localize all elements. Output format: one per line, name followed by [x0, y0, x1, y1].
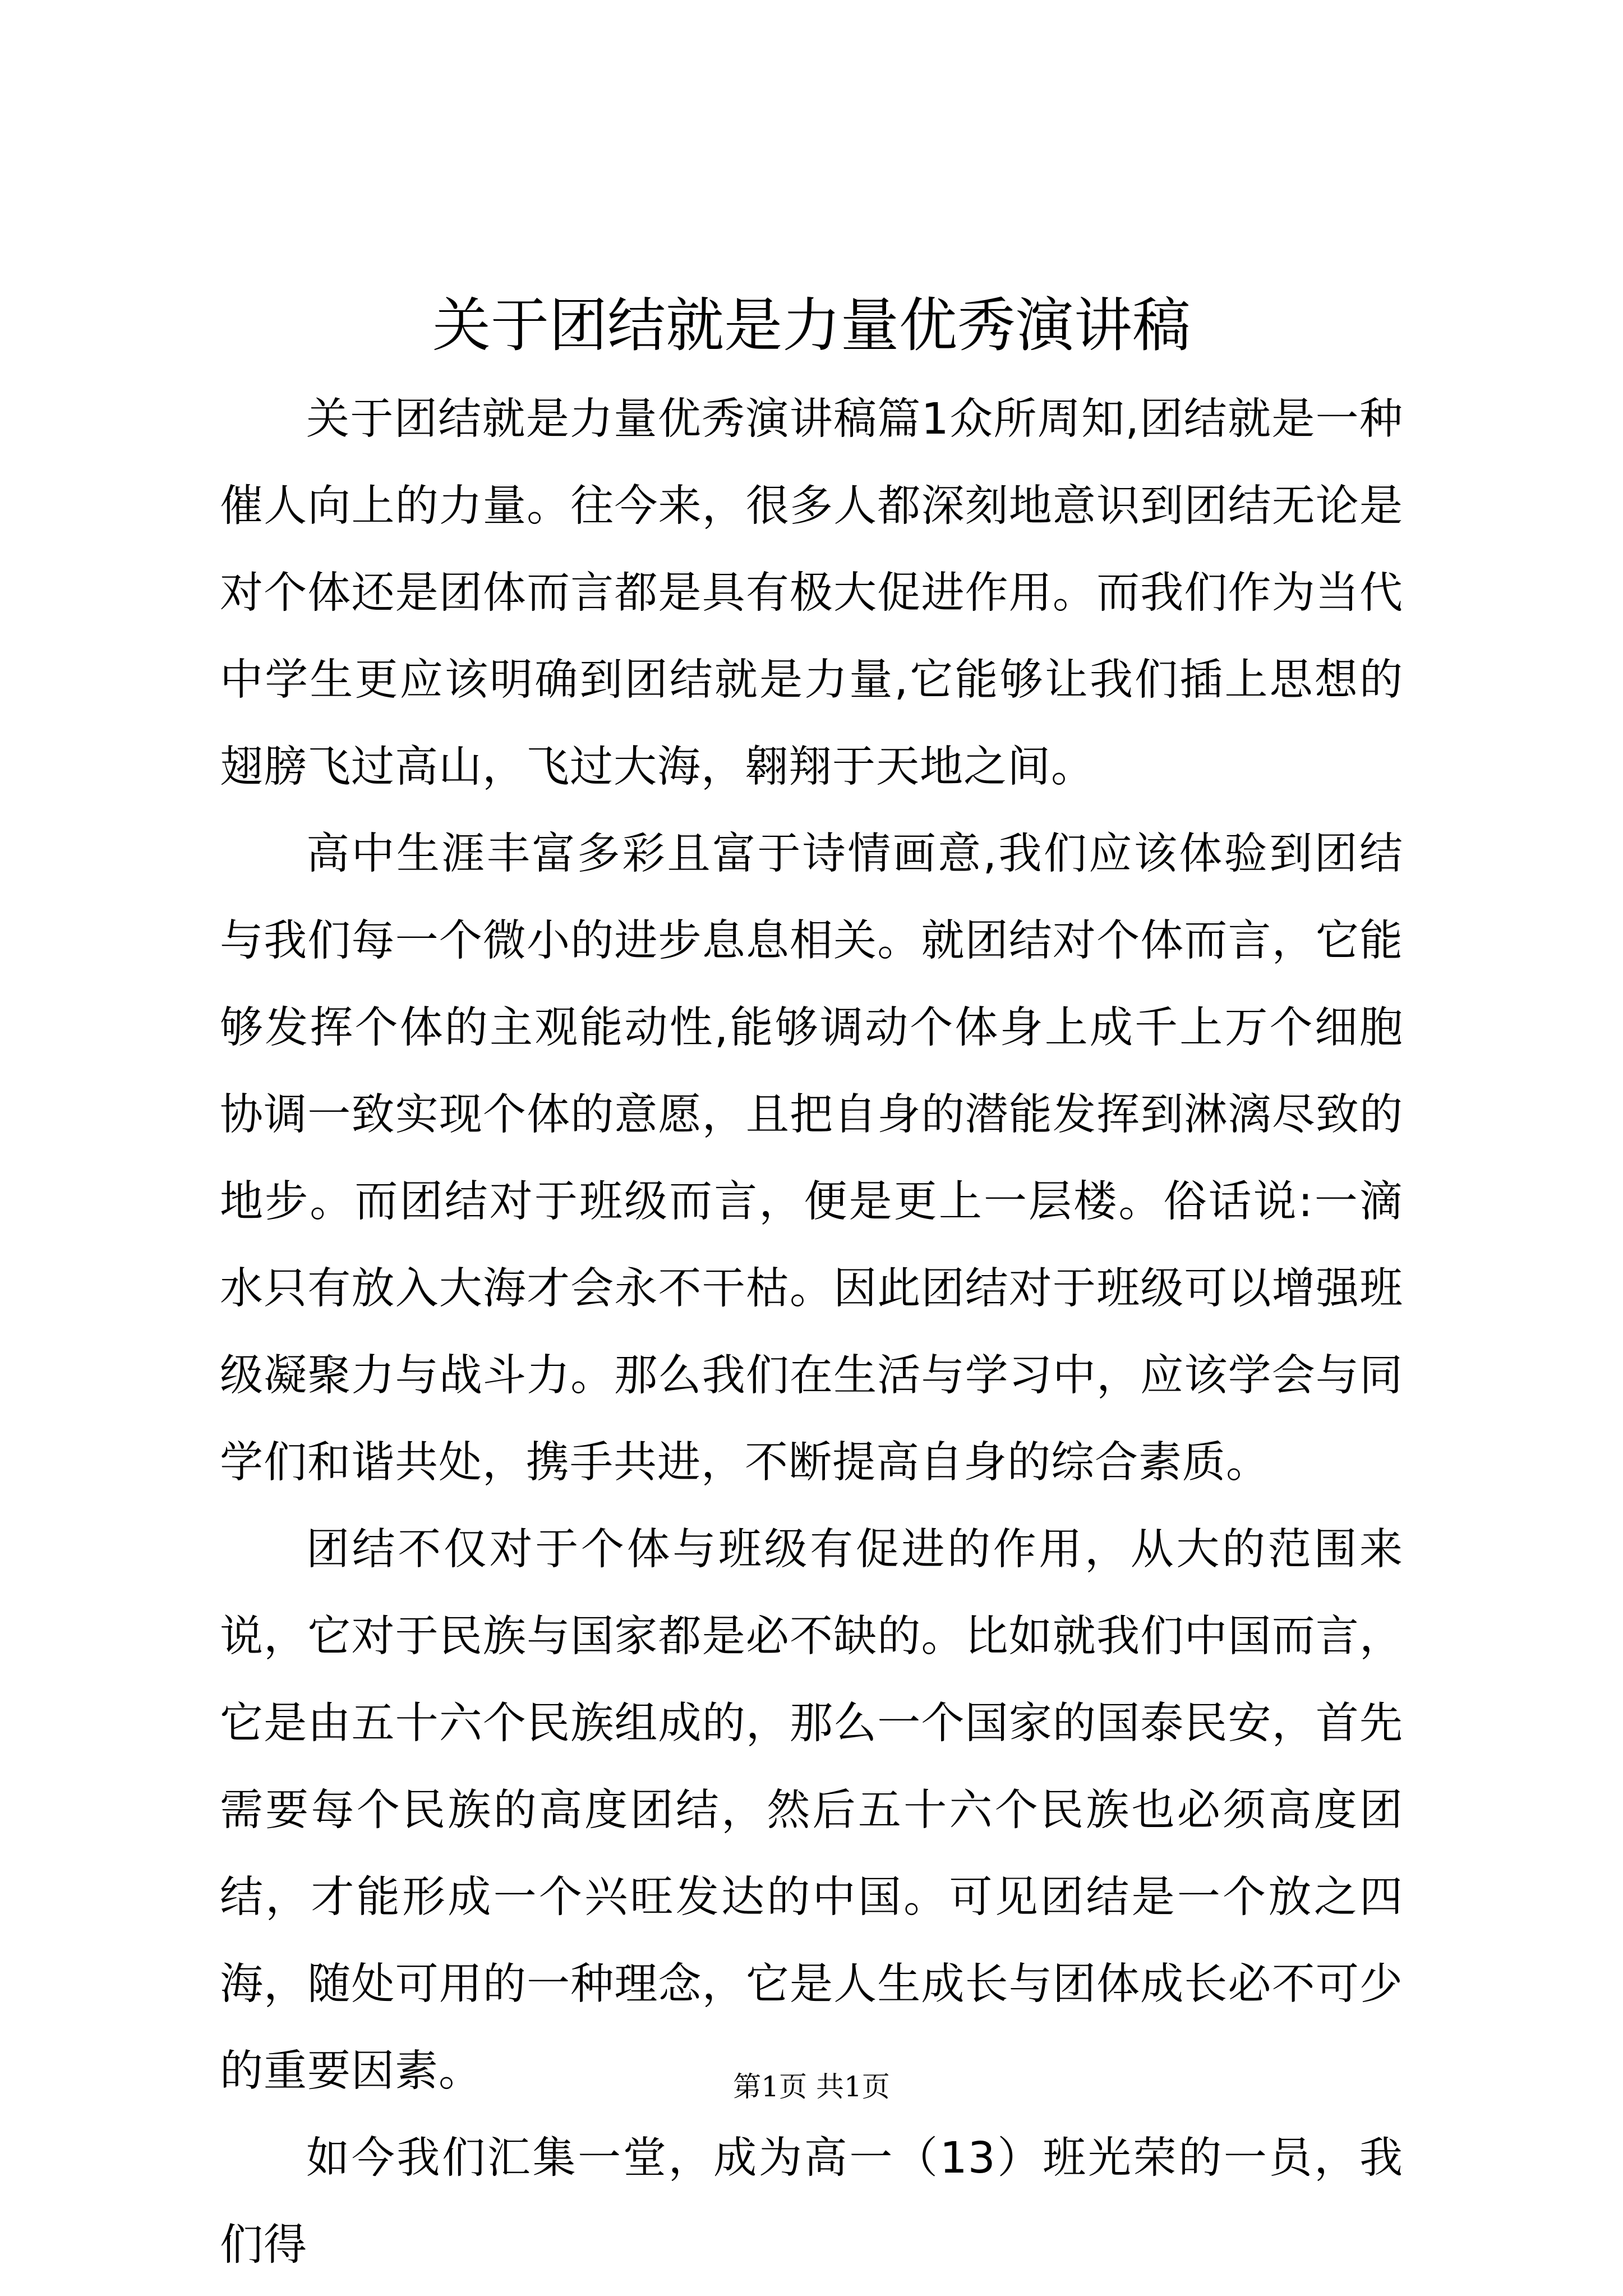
document-body — [220, 376, 1403, 2289]
page-footer: 第1页 共1页 — [733, 2070, 890, 2103]
paragraph-1: 关于团结就是力量优秀演讲稿篇1众所周知,团结就是一种催人向上的力量。往今来，很多人都深刻地意识到团结无论是对个体还是团体而言都是具有极大促进作用。而我们作为当代中学生更应该明确到团结就是力量,它能够让我们插上思想的翅膀飞过高山，飞过大海，翱翔于天地之间。 — [220, 394, 1403, 792]
paragraph-4: 如今我们汇集一堂，成为高一（13）班光荣的一员，我们得 — [220, 2133, 1403, 2270]
paragraph-2: 高中生涯丰富多彩且富于诗情画意,我们应该体验到团结与我们每一个微小的进步息息相关。就团结对个体而言，它能够发挥个体的主观能动性,能够调动个体身上成千上万个细胞协调一致实现个体的意愿，且把自身的潜能发挥到淋漓尽致的地步。而团结对于班级而言，便是更上一层楼。俗话说:一滴水只有放入大海才会永不干枯。因此团结对于班级可以增强班级凝聚力与战斗力。那么我们在生活与学习中，应该学会与同学们和谐共处，携手共进，不断提高自身的综合素质。 — [220, 829, 1403, 1488]
document-title: 关于团结就是力量优秀演讲稿 — [432, 291, 1191, 360]
paragraph-3: 团结不仅对于个体与班级有促进的作用，从大的范围来说，它对于民族与国家都是必不缺的。比如就我们中国而言，它是由五十六个民族组成的，那么一个国家的国泰民安，首先需要每个民族的高度团结，然后五十六个民族也必须高度团结，才能形成一个兴旺发达的中国。可见团结是一个放之四海，随处可用的一种理念，它是人生成长与团体成长必不可少的重要因素。 — [220, 1525, 1403, 2096]
